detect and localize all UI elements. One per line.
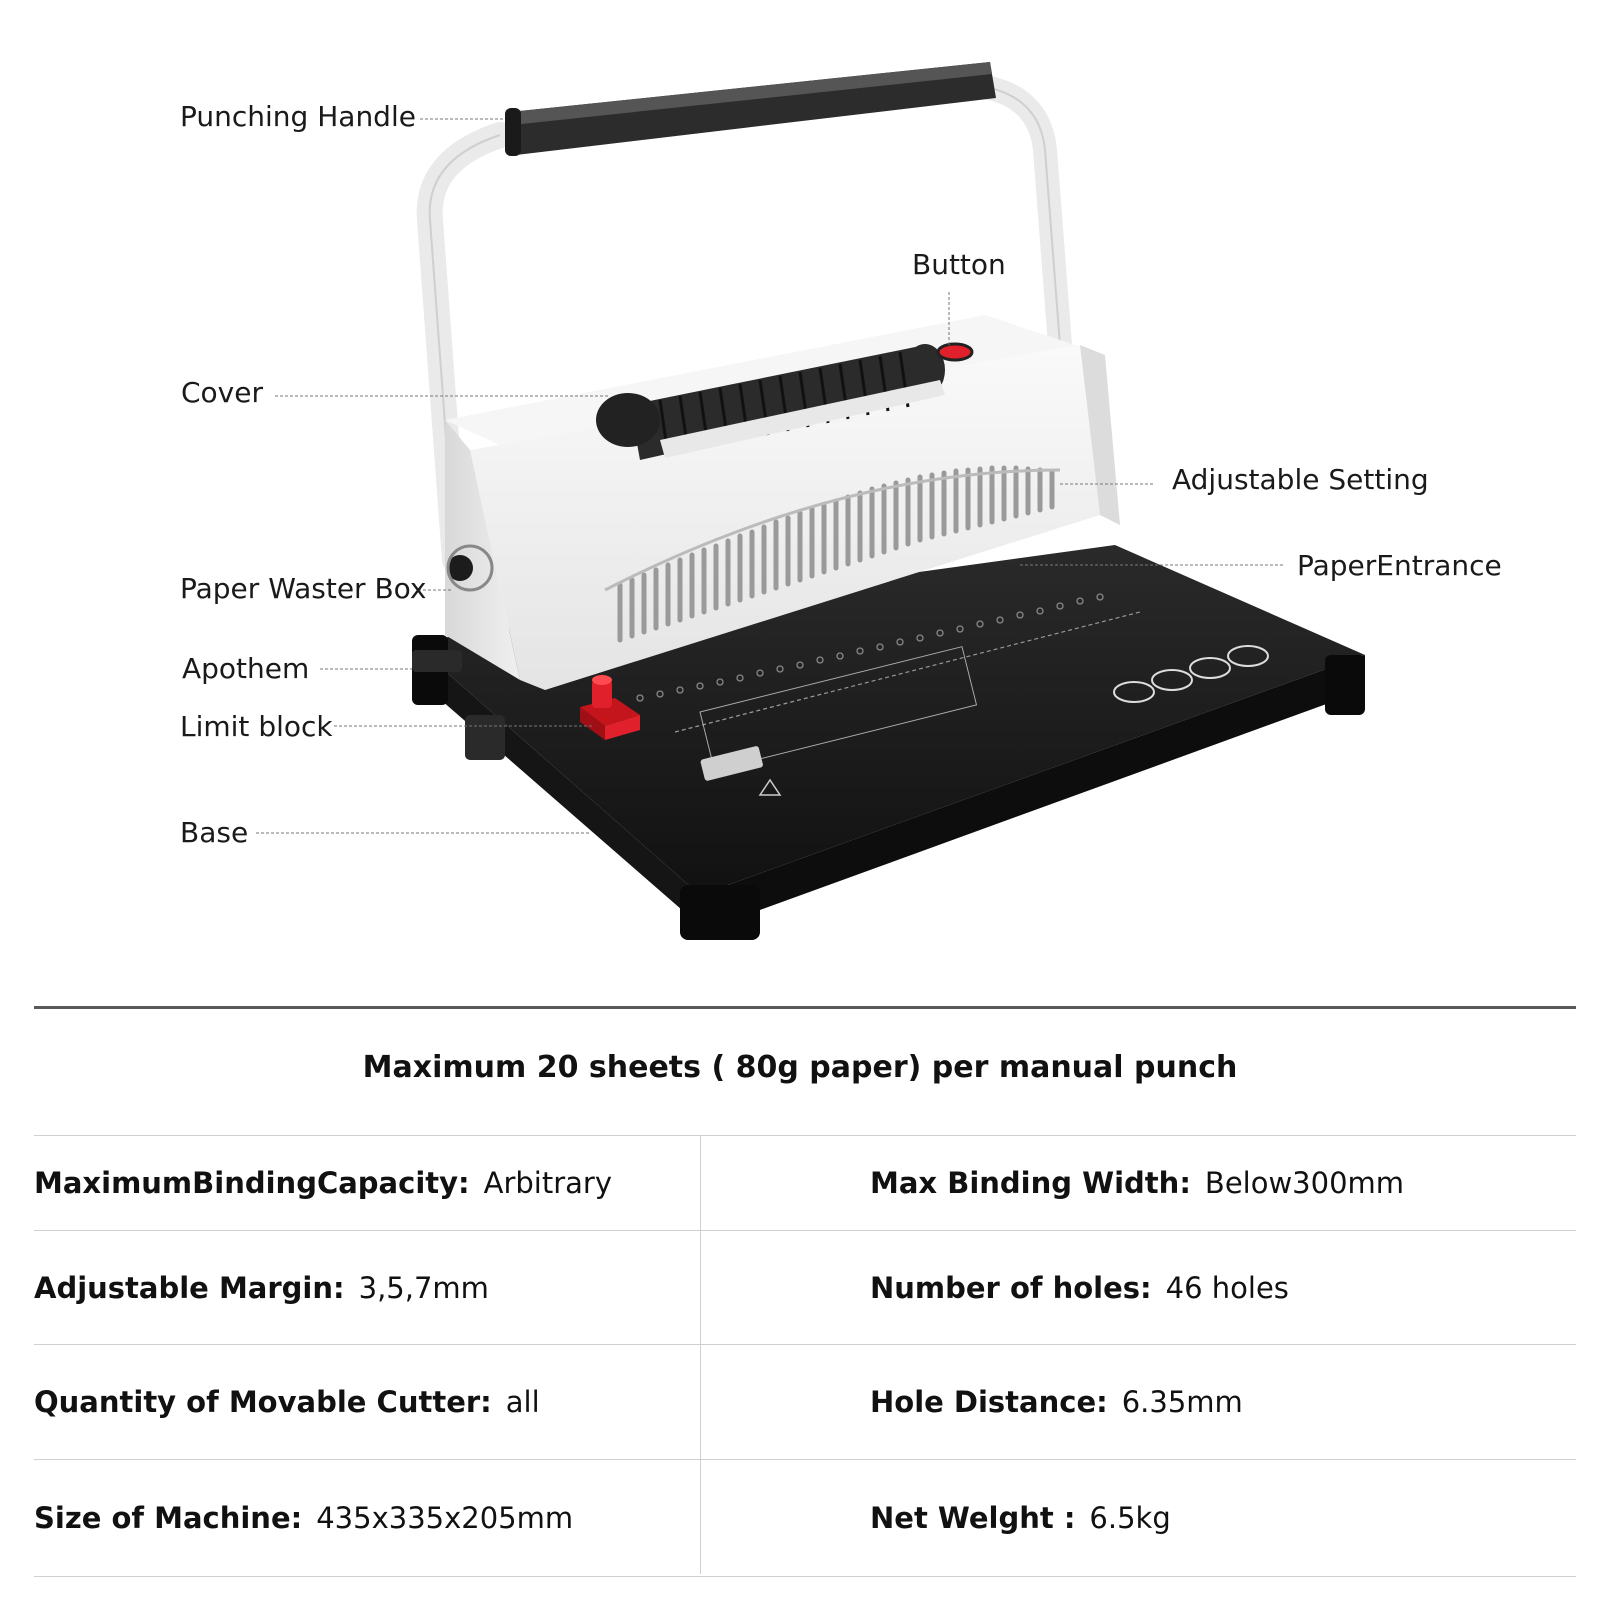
spec-cell xyxy=(870,1345,1243,1459)
callout-apothem: Apothem xyxy=(182,652,310,685)
callout-limit-block: Limit block xyxy=(180,710,333,743)
callout-adjustable-setting: Adjustable Setting xyxy=(1172,463,1429,496)
spec-cell xyxy=(870,1460,1171,1576)
callout-base: Base xyxy=(180,816,249,849)
spec-cell xyxy=(34,1345,540,1459)
callout-paper-entrance: PaperEntrance xyxy=(1297,549,1502,582)
spec-row xyxy=(34,1135,1576,1230)
spec-row xyxy=(34,1230,1576,1344)
spec-row xyxy=(34,1459,1576,1577)
capacity-headline: Maximum 20 sheets ( 80g paper) per manual punch xyxy=(362,1050,1238,1085)
callout-punching-handle: Punching Handle xyxy=(180,100,416,133)
spec-row xyxy=(34,1344,1576,1459)
spec-cell xyxy=(34,1231,489,1344)
spec-key: Quantity of Movable Cutter: xyxy=(34,1385,492,1419)
spec-column-divider xyxy=(700,1135,701,1574)
spec-value: 46 holes xyxy=(1165,1270,1289,1305)
spec-value: Below300mm xyxy=(1204,1166,1405,1200)
spec-cell xyxy=(34,1460,573,1576)
spec-value: Arbitrary xyxy=(483,1166,613,1200)
spec-value: all xyxy=(505,1385,540,1419)
spec-cell xyxy=(870,1231,1289,1344)
spec-key: Hole Distance: xyxy=(870,1385,1108,1419)
red-button-part xyxy=(938,344,972,360)
spec-value: 6.35mm xyxy=(1121,1385,1243,1419)
spec-key: Size of Machine: xyxy=(34,1501,303,1535)
spec-key: Max Binding Width: xyxy=(870,1166,1191,1200)
callout-button: Button xyxy=(912,248,1006,281)
spec-value: 6.5kg xyxy=(1089,1501,1171,1535)
spec-key: Number of holes: xyxy=(870,1270,1152,1305)
spec-key: Net Welght : xyxy=(870,1501,1076,1535)
spec-key: Adjustable Margin: xyxy=(34,1270,345,1305)
spec-cell xyxy=(34,1136,612,1230)
spec-key: MaximumBindingCapacity: xyxy=(34,1166,470,1200)
spec-value: 3,5,7mm xyxy=(358,1270,489,1305)
spec-value: 435x335x205mm xyxy=(316,1501,574,1535)
punching-handle-bar xyxy=(505,62,996,156)
callout-cover: Cover xyxy=(181,376,263,409)
spec-table xyxy=(34,1135,1576,1577)
spec-cell xyxy=(870,1136,1404,1230)
callout-paper-waster-box: Paper Waster Box xyxy=(180,572,427,605)
section-divider xyxy=(34,1006,1576,1009)
